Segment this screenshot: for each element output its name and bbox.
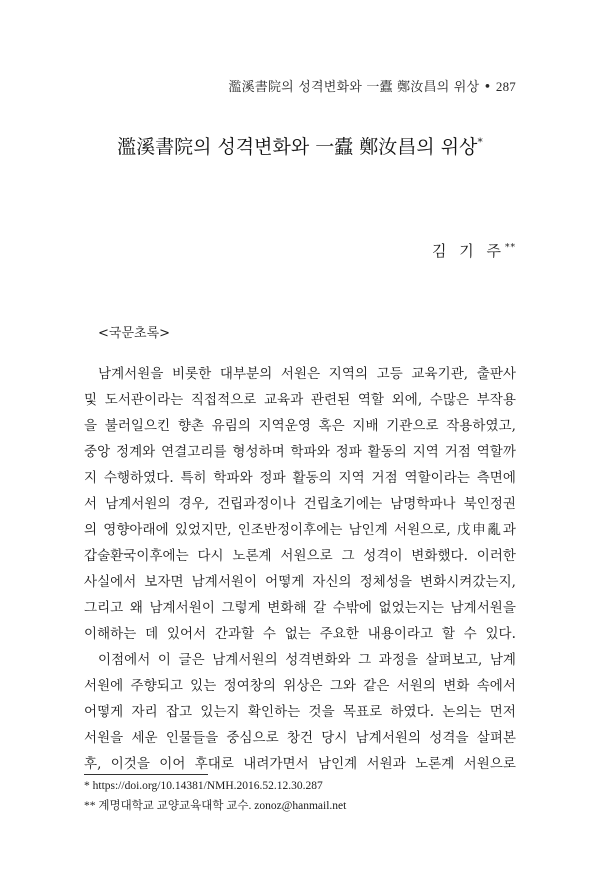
abstract-line: 서원에 주향되고 있는 정여창의 위상은 그와 같은 서원의 변화 속에서 [84, 678, 516, 694]
abstract-line: 서 남계서원의 경우, 건립과정이나 건립초기에는 남명학파나 북인정권 [84, 496, 516, 512]
article-title-text: 濫溪書院의 성격변화와 一蠹 鄭汝昌의 위상 [117, 136, 478, 158]
author-footnote-marker: ** [505, 243, 516, 253]
footnote-divider [84, 774, 208, 775]
footnote-doi: * https://doi.org/10.14381/NMH.2016.52.12.30.287 [84, 780, 323, 792]
footnote-author-affiliation: ** 계명대학교 교양교육대학 교수. zonoz@hanmail.net [84, 800, 347, 812]
abstract-line: 남계서원을 비롯한 대부분의 서원은 지역의 고등 교육기관, 출판사 [98, 366, 516, 382]
abstract-line: 어떻게 자리 잡고 있는지 확인하는 것을 목표로 하였다. 논의는 먼저 [84, 704, 516, 720]
abstract-line: 사실에서 보자면 남계서원이 어떻게 자신의 정체성을 변화시켜갔는지, [84, 574, 516, 590]
abstract-line: 그리고 왜 남계서원이 그렇게 변화해 갈 수밖에 없었는지는 남계서원을 [84, 600, 516, 616]
abstract-line: 서원을 세운 인물들을 중심으로 창건 당시 남계서원의 성격을 살펴본 [84, 730, 516, 746]
running-header-separator: • [483, 80, 492, 95]
abstract-line: 이점에서 이 글은 남계서원의 성격변화와 그 과정을 살펴보고, 남계 [98, 652, 516, 668]
abstract-line: 지 수행하였다. 특히 학파와 정파 활동의 지역 거점 역할이라는 측면에 [84, 470, 516, 486]
running-header-title: 濫溪書院의 성격변화와 一蠹 鄭汝昌의 위상 [228, 80, 480, 95]
abstract-label: <국문초록> [98, 326, 171, 341]
author [432, 240, 516, 261]
title-footnote-marker: * [477, 135, 483, 149]
abstract-line: 을 불러일으킨 향촌 유림의 지역운영 혹은 지배 기관으로 작용하였고, [84, 418, 516, 434]
abstract-line: 후, 이것을 이어 후대로 내려가면서 남인계 서원과 노론계 서원으로 [84, 756, 516, 772]
abstract-line: 갑술환국이후에는 다시 노론계 서원으로 그 성격이 변화했다. 이러한 [84, 548, 516, 564]
abstract-line: 이해하는 데 있어서 간과할 수 없는 주요한 내용이라고 할 수 있다. [84, 626, 516, 642]
author-name: 김 기 주 [431, 242, 505, 260]
article-title [0, 132, 600, 159]
abstract-line: 의 영향아래에 있었지만, 인조반정이후에는 남인계 서원으로, 戊申亂과 [84, 522, 516, 538]
page-number: 287 [495, 79, 516, 94]
abstract-line: 및 도서관이라는 직접적으로 교육과 관련된 역할 외에, 수많은 부작용 [84, 392, 516, 408]
abstract-line: 중앙 정계와 연결고리를 형성하며 학파와 정파 활동의 지역 거점 역할까 [84, 444, 516, 460]
running-header [228, 76, 516, 95]
